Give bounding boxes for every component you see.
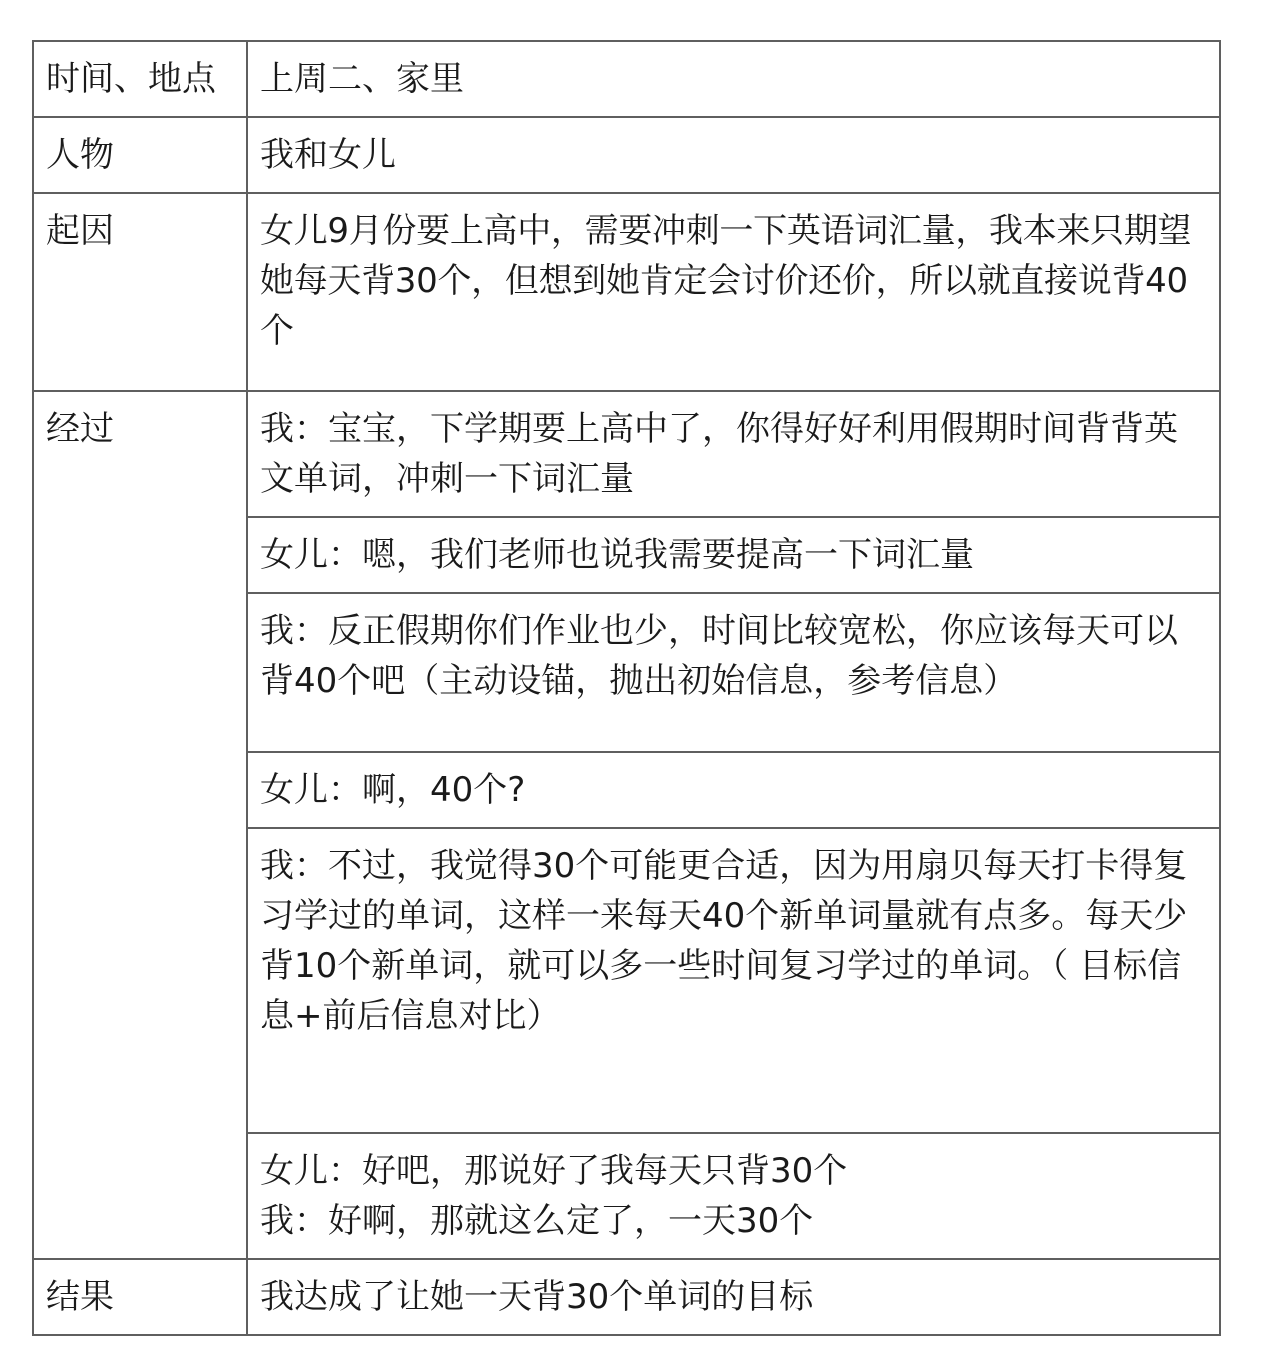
row-label-cause: 起因 <box>33 193 247 391</box>
dialogue-cell: 女儿：嗯，我们老师也说我需要提高一下词汇量 <box>247 517 1220 593</box>
row-label-time-place: 时间、地点 <box>33 41 247 117</box>
table-row-cause <box>33 193 1220 391</box>
dialogue-cell <box>247 1133 1220 1259</box>
row-label-result: 结果 <box>33 1259 247 1335</box>
row-label-process: 经过 <box>33 391 247 1259</box>
dialogue-cell: 我：宝宝，下学期要上高中了，你得好好利用假期时间背背英文单词，冲刺一下词汇量 <box>247 391 1220 517</box>
cell-people: 我和女儿 <box>247 117 1220 193</box>
table-row-process-1 <box>33 391 1220 517</box>
cell-time-place: 上周二、家里 <box>247 41 1220 117</box>
table-row-people <box>33 117 1220 193</box>
dialogue-cell: 女儿：啊，40个? <box>247 752 1220 828</box>
cell-result: 我达成了让她一天背30个单词的目标 <box>247 1259 1220 1335</box>
dialogue-line: 女儿：好吧，那说好了我每天只背30个 <box>260 1151 848 1191</box>
cell-cause: 女儿9月份要上高中，需要冲刺一下英语词汇量，我本来只期望她每天背30个，但想到她肯定会讨价还价，所以就直接说背40个 <box>247 193 1220 391</box>
dialogue-line: 我：好啊，那就这么定了，一天30个 <box>260 1201 814 1241</box>
table-row-result <box>33 1259 1220 1335</box>
dialogue-cell: 我：不过，我觉得30个可能更合适，因为用扇贝每天打卡得复习学过的单词，这样一来每天40个新单词量就有点多。每天少背10个新单词，就可以多一些时间复习学过的单词。（ 目标信息+前后信息对比） <box>247 828 1220 1133</box>
dialogue-cell: 我：反正假期你们作业也少，时间比较宽松，你应该每天可以背40个吧（主动设锚，抛出初始信息，参考信息） <box>247 593 1220 752</box>
table-row-time-place <box>33 41 1220 117</box>
row-label-people: 人物 <box>33 117 247 193</box>
story-table <box>32 40 1221 1336</box>
